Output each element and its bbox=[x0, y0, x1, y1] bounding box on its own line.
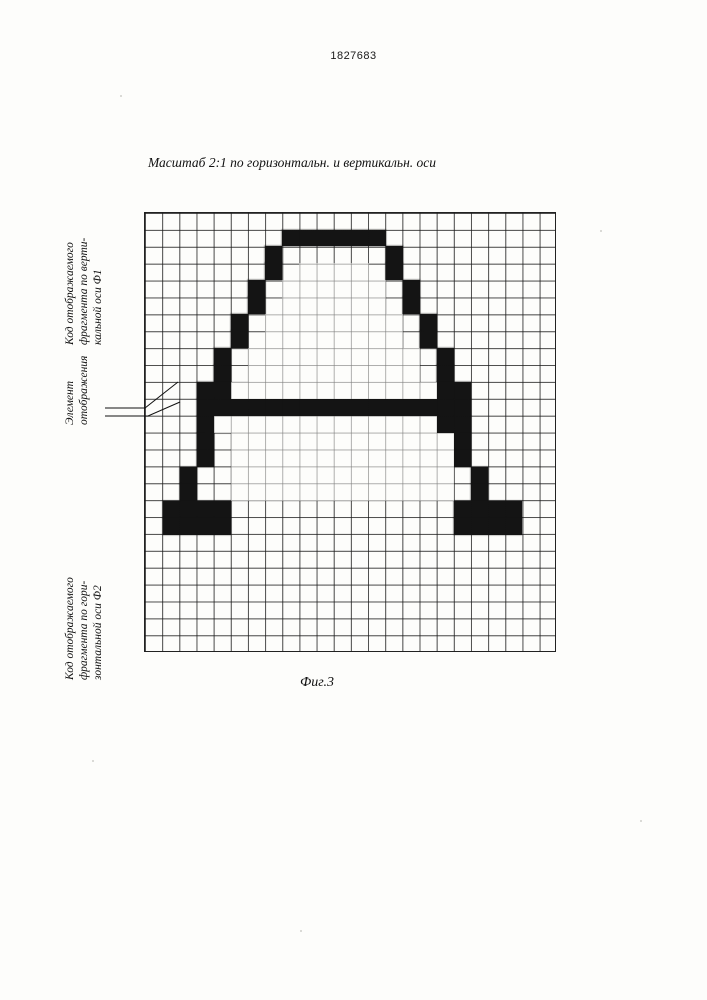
scan-speck bbox=[92, 760, 94, 762]
scan-speck bbox=[640, 820, 642, 822]
patent-number: 1827683 bbox=[330, 50, 377, 62]
figure-3 bbox=[140, 155, 560, 715]
annotation-vertical-code: Код отображаемого фрагмента по верти- кальной оси Ф1 bbox=[64, 237, 104, 345]
annotation-horizontal-code: Код отображаемого фрагмента по гори- зонтальной оси Ф2 bbox=[64, 577, 104, 680]
scan-speck bbox=[300, 930, 302, 932]
scale-caption: Масштаб 2:1 по горизонтальн. и вертикальн. оси bbox=[148, 155, 437, 170]
annotation-display-element: Элемент отображения bbox=[64, 355, 90, 425]
scan-speck bbox=[600, 230, 602, 232]
figure-caption: Фиг.3 bbox=[300, 675, 335, 690]
leader-lines bbox=[100, 330, 230, 440]
scan-speck bbox=[120, 95, 122, 97]
